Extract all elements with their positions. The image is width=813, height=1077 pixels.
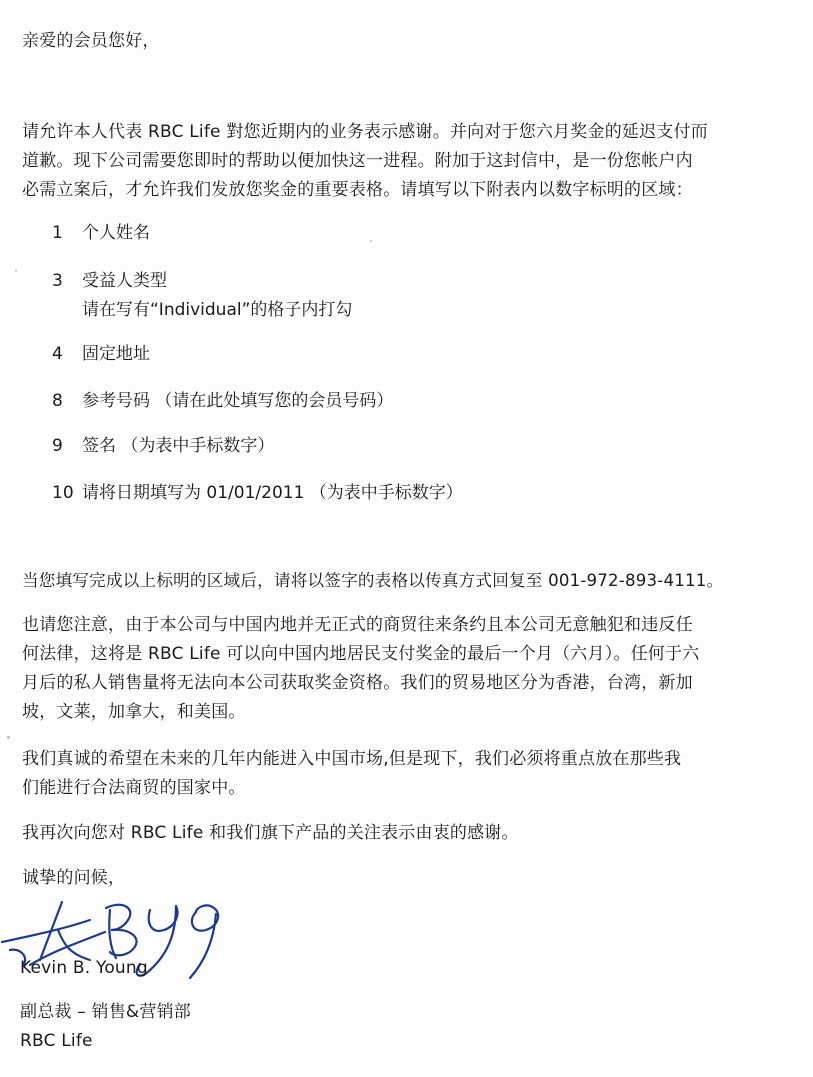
item-number: 4 (52, 344, 63, 364)
item-text: 固定地址 (82, 344, 150, 364)
item-text: 参考号码 （请在此处填写您的会员号码） (82, 391, 394, 411)
item-number: 3 (52, 271, 63, 291)
list-item (52, 222, 150, 244)
paragraph3-line1: 也请您注意，由于本公司与中国内地并无正式的商贸往来条约且本公司无意触犯和违反任 (22, 615, 693, 635)
scan-speck (370, 240, 372, 242)
item-number: 8 (52, 391, 63, 411)
paragraph5: 我再次向您对 RBC Life 和我们旗下产品的关注表示由衷的感谢。 (22, 823, 519, 843)
list-item (52, 482, 463, 504)
item-number: 1 (52, 223, 63, 243)
signer-title: 副总裁 – 销售&营销部 (20, 1002, 191, 1022)
paragraph2: 当您填写完成以上标明的区域后，请将以签字的表格以传真方式回复至 001-972-893-4111。 (22, 571, 724, 590)
list-item (52, 435, 274, 457)
scan-speck (7, 736, 10, 739)
item-subtext: 请在写有“Individual”的格子内打勾 (82, 300, 353, 320)
paragraph1-line1: 请允许本人代表 RBC Life 對您近期内的业务表示感谢。并向对于您六月奖金的延迟支付而 (22, 122, 708, 142)
item-text: 受益人类型 (82, 271, 167, 291)
paragraph3-line2: 何法律，这将是 RBC Life 可以向中国内地居民支付奖金的最后一个月（六月）。任何于六 (22, 644, 700, 664)
list-item (52, 390, 393, 412)
paragraph4-line2: 们能进行合法商贸的国家中。 (22, 778, 246, 798)
scan-speck (15, 270, 17, 272)
paragraph3-line3: 月后的私人销售量将无法向本公司获取奖金资格。我们的贸易地区分为香港，台湾，新加 (22, 673, 693, 693)
signer-name: Kevin B. Young (20, 958, 148, 978)
handwritten-signature (0, 890, 260, 1000)
item-text: 个人姓名 (82, 223, 150, 243)
item-text: 请将日期填写为 01/01/2011 （为表中手标数字） (82, 483, 463, 503)
paragraph1-line2: 道歉。现下公司需要您即时的帮助以便加快这一进程。附加于这封信中，是一份您帐户内 (22, 151, 693, 171)
closing: 诚挚的问候， (22, 868, 126, 888)
company-name: RBC Life (20, 1031, 93, 1051)
list-item (52, 343, 150, 365)
item-text: 签名 （为表中手标数字） (82, 436, 275, 456)
greeting: 亲爱的会员您好， (22, 31, 160, 51)
item-number: 10 (52, 483, 74, 503)
list-item (52, 270, 167, 292)
paragraph3-line4: 坡，文莱，加拿大，和美国。 (22, 702, 246, 722)
paragraph4-line1: 我们真诚的希望在未来的几年内能进入中国市场,但是现下，我们必须将重点放在那些我 (22, 749, 682, 769)
paragraph1-line3: 必需立案后，才允许我们发放您奖金的重要表格。请填写以下附表内以数字标明的区域： (22, 180, 693, 200)
item-number: 9 (52, 436, 63, 456)
